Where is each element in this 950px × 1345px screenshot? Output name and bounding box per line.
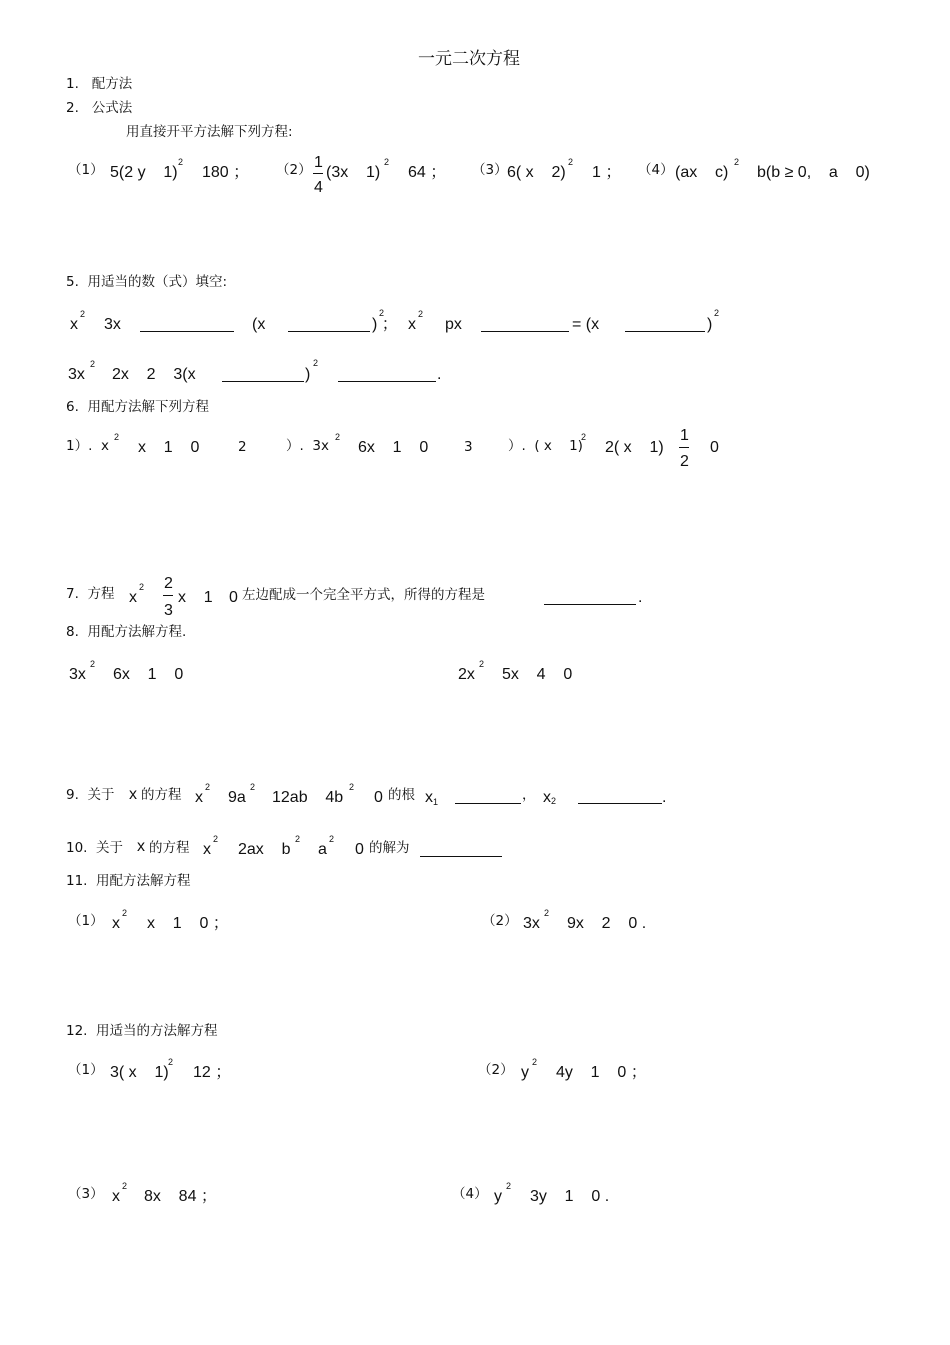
exponent: 2 [90,359,96,369]
item-number: 3 [464,439,473,455]
exponent: 2 [213,834,219,844]
exponent: 2 [335,432,341,442]
intro-text: 用直接开平方法解下列方程: [126,124,293,140]
fraction-denominator: 4 [314,179,323,196]
equation: 0 [355,841,364,858]
equation: b(b ≥ 0, a 0) [757,164,870,181]
exponent: 2 [544,908,550,918]
equation: 2x [458,666,475,683]
answer-blank[interactable] [140,330,234,332]
equation: x 1 [178,589,213,606]
question-9-text: 的方程 [141,787,182,803]
question-10-text: 的方程 [149,840,190,856]
exponent: 2 [80,309,86,319]
item-label: （1） [68,1062,104,1078]
equation: 12 ； [193,1064,232,1081]
equation: 6( x 2) [507,164,566,181]
equation: x [112,1188,120,1205]
equation: x [112,915,120,932]
equation: 9a [228,789,246,806]
question-9-text: 的根 [388,787,415,803]
exponent: 2 [205,782,211,792]
exponent: 2 [90,659,96,669]
equation: 0 [229,589,238,606]
exponent: 2 [178,157,184,167]
equation: 2x 2 3(x [112,366,196,383]
exponent: 2 [734,157,740,167]
equation: 1 ； [592,164,622,181]
equation: x 1 0 [138,439,200,456]
equation: ）. 3x [286,438,329,454]
item-label: （1） [68,913,104,929]
equation: 12ab 4b [272,789,344,806]
equation: (ax c) [675,164,729,181]
equation: y [494,1188,502,1205]
equation: px [445,316,462,333]
equation: x [70,316,78,333]
exponent: 2 [418,309,424,319]
answer-blank[interactable] [578,802,662,804]
fraction-numerator: 1 [314,154,323,171]
variable: x [129,786,137,803]
answer-blank[interactable] [338,380,436,382]
equation: 180 ； [202,164,250,181]
section-2: 2. 公式法 [66,100,133,116]
exponent: 2 [168,1057,174,1067]
equation: (3x 1) [326,164,381,181]
item-label: （3） [472,162,508,178]
fraction-bar [313,173,323,174]
fraction-numerator: 2 [164,575,173,592]
equation: ) [305,366,311,383]
exponent: 2 [122,1181,128,1191]
exponent: 2 [384,157,390,167]
question-11: 11. 用配方法解方程 [66,873,191,889]
equation: 3x [68,366,85,383]
question-9: 9. 关于 [66,787,115,803]
equation: x [203,841,211,858]
equation: 2ax b [238,841,291,858]
equation: 6x 1 0 [358,439,429,456]
variable: x [543,789,551,806]
answer-blank[interactable] [455,802,521,804]
fraction-denominator: 2 [680,453,689,470]
exponent: 2 [379,308,385,318]
equation: 1）. x [66,438,109,454]
equation: a [318,841,327,858]
question-10: 10. 关于 [66,840,124,856]
exponent: 2 [349,782,355,792]
item-label: （1） [68,162,104,178]
equation: ) [707,316,713,333]
exponent: 2 [295,834,301,844]
question-7-text: 左边配成一个完全平方式，所得的方程是 [242,587,485,603]
exponent: 2 [506,1181,512,1191]
item-label: （3） [68,1186,104,1202]
fraction-denominator: 3 [164,602,173,619]
answer-blank[interactable] [625,330,705,332]
exponent: 2 [139,582,145,592]
exponent: 2 [532,1057,538,1067]
exponent: 2 [329,834,335,844]
answer-blank[interactable] [222,380,304,382]
fraction-numerator: 1 [680,427,689,444]
question-10-text: 的解为 [369,840,410,856]
equation: 3x [104,316,121,333]
exponent: 2 [250,782,256,792]
equation: . [437,366,442,383]
answer-blank[interactable] [481,330,569,332]
answer-blank[interactable] [420,855,502,857]
item-label: （2） [276,162,312,178]
equation: 6x 1 0 [113,666,184,683]
exponent: 2 [114,432,120,442]
equation: 4y 1 0 ； [556,1064,647,1081]
variable: x [425,789,433,806]
section-1: 1. 配方法 [66,76,133,92]
exponent: 2 [313,358,319,368]
equation: 0 [710,439,719,456]
exponent: 2 [479,659,485,669]
item-label: （2） [478,1062,514,1078]
exponent: 2 [122,908,128,918]
equation: 3y 1 0 . [530,1188,610,1205]
equation: 2( x 1) [605,439,664,456]
question-6: 6. 用配方法解下列方程 [66,399,209,415]
question-7: 7. 方程 [66,586,115,602]
item-label: （4） [452,1186,488,1202]
exponent: 2 [714,308,720,318]
question-5: 5. 用适当的数（式）填空: [66,274,228,290]
equation: 5x 4 0 [502,666,573,683]
page-title: 一元二次方程 [418,49,520,69]
fraction-bar [163,595,173,596]
punctuation: . [662,789,667,806]
exponent: 2 [568,157,574,167]
answer-blank[interactable] [288,330,370,332]
equation: 9x 2 0 . [567,915,647,932]
subscript: 2 [551,796,557,806]
equation: 3x [523,915,540,932]
variable: x [137,838,145,855]
equation: ）. ( x 1) [508,438,583,454]
punctuation: ， [522,787,536,803]
fraction-bar [679,447,689,448]
subscript: 1 [433,797,439,807]
equation: 0 [374,789,383,806]
equation: 3( x 1) [110,1064,169,1081]
equation: x [408,316,416,333]
equation: (x [252,316,266,333]
item-number: 2 [238,439,247,455]
equation: 5(2 y 1) [110,164,178,181]
equation: 8x 84 ； [144,1188,217,1205]
item-label: （4） [638,162,674,178]
answer-blank[interactable] [544,603,636,605]
punctuation: . [638,589,643,606]
question-8: 8. 用配方法解方程. [66,624,187,640]
equation: 64 ； [408,164,447,181]
equation: x 1 0 ； [147,915,229,932]
equation: y [521,1064,529,1081]
equation: = (x [572,316,600,333]
equation: x [195,789,203,806]
equation: 3x [69,666,86,683]
question-12: 12. 用适当的方法解方程 [66,1023,218,1039]
exponent: 2 [581,432,587,442]
item-label: （2） [482,913,518,929]
equation: x [129,589,137,606]
equation: ) ； [372,316,398,333]
